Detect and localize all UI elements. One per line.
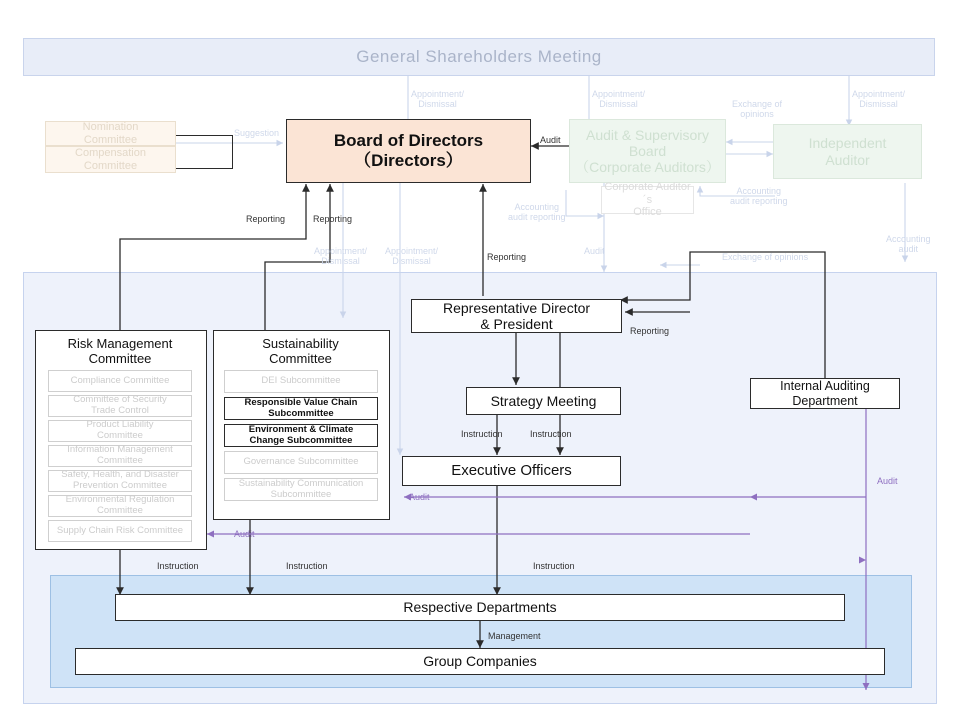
sustainability-subcommittee-label: Environment & Climate Change Subcommittee xyxy=(248,423,354,446)
edge-label-instruction-exec-right: Instruction xyxy=(530,429,572,439)
node-representative-director-president xyxy=(411,299,622,333)
node-executive-officers xyxy=(402,456,621,486)
node-compensation-committee xyxy=(45,146,176,173)
edge-label-audit-exec: Audit xyxy=(409,492,430,502)
representative-label: Representative Director & President xyxy=(442,299,591,332)
shareholders-label: General Shareholders Meeting xyxy=(356,47,602,67)
node-corporate-auditors-office xyxy=(601,181,694,219)
edge-label-reporting-left: Reporting xyxy=(246,214,286,224)
sustainability-subcommittee-list xyxy=(224,370,378,505)
edge-label-instruction-exec-left: Instruction xyxy=(461,429,503,439)
sustainability-subcommittee-item[interactable] xyxy=(224,451,378,474)
executive-label: Executive Officers xyxy=(451,462,572,480)
node-general-shareholders-meeting xyxy=(23,38,935,76)
edge-label-suggestion: Suggestion xyxy=(234,128,280,138)
risk-subcommittee-label: Environmental Regulation Committee xyxy=(65,494,175,516)
edge-label-instruction-dep-2: Instruction xyxy=(286,561,328,571)
edge-label-appt-independent: Appointment/ Dismissal xyxy=(852,89,906,110)
edge-label-reporting-left2: Reporting xyxy=(313,214,353,224)
risk-subcommittee-item[interactable] xyxy=(48,445,192,467)
sustainability-committee-title: Sustainability Committee xyxy=(262,336,339,366)
edge-label-appt-board: Appointment/ Dismissal xyxy=(411,89,465,110)
edge-label-accounting-audit-right: Accounting audit xyxy=(886,234,931,255)
group-label: Group Companies xyxy=(423,653,537,670)
risk-subcommittee-label: Safety, Health, and Disaster Prevention Committee xyxy=(61,469,179,491)
nomination-label: Nomination Committee xyxy=(82,120,139,146)
risk-subcommittee-item[interactable] xyxy=(48,370,192,392)
internal-audit-label: Internal Auditing Department xyxy=(780,379,870,408)
sustainability-subcommittee-label: DEI Subcommittee xyxy=(261,375,341,387)
edge-label-audit-risk: Audit xyxy=(234,529,255,539)
committee-link-box xyxy=(176,135,233,169)
sustainability-subcommittee-item[interactable] xyxy=(224,478,378,501)
edge-label-instruction-dep-1: Instruction xyxy=(157,561,199,571)
compensation-label: Compensation Committee xyxy=(75,146,146,172)
edge-label-audit-bod: Audit xyxy=(540,135,561,145)
risk-subcommittee-label: Supply Chain Risk Committee xyxy=(56,524,184,536)
audit-board-label: Audit & Supervisory Board （Corporate Auditors） xyxy=(575,126,720,176)
node-respective-departments xyxy=(115,594,845,621)
edge-label-audit-mid: Audit xyxy=(584,246,605,256)
risk-subcommittee-label: Committee of Security Trade Control xyxy=(73,394,167,416)
risk-subcommittee-item[interactable] xyxy=(48,470,192,492)
edge-label-instruction-dep-3: Instruction xyxy=(533,561,575,571)
edge-label-exchange-mid: Exchange of opinions xyxy=(722,252,809,262)
node-audit-supervisory-board xyxy=(569,119,726,183)
sustainability-subcommittee-label: Sustainability Communication Subcommittee xyxy=(238,477,364,500)
edge-label-appt-dismissal-1: Appointment/ Dismissal xyxy=(314,246,368,267)
auditors-office-label: Corporate Auditor´s Office xyxy=(604,181,691,219)
sustainability-subcommittee-item[interactable] xyxy=(224,370,378,393)
node-board-of-directors xyxy=(286,119,531,183)
sustainability-subcommittee-item[interactable] xyxy=(224,397,378,420)
edge-label-accounting-audit-reporting-2: Accounting audit reporting xyxy=(730,186,788,207)
node-nomination-committee xyxy=(45,121,176,146)
risk-subcommittee-label: Information Management Committee xyxy=(67,444,173,466)
risk-subcommittee-list xyxy=(48,370,192,545)
edge-label-accounting-audit-reporting-1: Accounting audit reporting xyxy=(508,202,566,223)
departments-label: Respective Departments xyxy=(403,599,557,616)
risk-subcommittee-item[interactable] xyxy=(48,520,192,542)
edge-label-reporting-center: Reporting xyxy=(487,252,527,262)
edge-label-management: Management xyxy=(488,631,541,641)
independent-auditor-label: Independent Auditor xyxy=(808,135,887,168)
strategy-label: Strategy Meeting xyxy=(490,392,597,409)
edge-label-appt-dismissal-2: Appointment/ Dismissal xyxy=(385,246,439,267)
node-internal-auditing-department xyxy=(750,378,900,409)
node-group-companies xyxy=(75,648,885,675)
node-strategy-meeting xyxy=(466,387,621,415)
board-label: Board of Directors （Directors） xyxy=(333,131,484,170)
risk-subcommittee-label: Product Liability Committee xyxy=(86,419,154,441)
risk-committee-title: Risk Management Committee xyxy=(67,336,173,366)
edge-label-audit-right: Audit xyxy=(877,476,898,486)
risk-subcommittee-label: Compliance Committee xyxy=(70,374,170,386)
edge-label-reporting-right: Reporting xyxy=(630,326,670,336)
risk-subcommittee-item[interactable] xyxy=(48,495,192,517)
risk-subcommittee-item[interactable] xyxy=(48,395,192,417)
risk-subcommittee-item[interactable] xyxy=(48,420,192,442)
sustainability-subcommittee-item[interactable] xyxy=(224,424,378,447)
edge-label-exchange-top: Exchange of opinions xyxy=(732,99,783,120)
node-independent-auditor xyxy=(773,124,922,179)
sustainability-subcommittee-label: Responsible Value Chain Subcommittee xyxy=(244,396,358,419)
sustainability-subcommittee-label: Governance Subcommittee xyxy=(243,456,359,468)
edge-label-appt-audit: Appointment/ Dismissal xyxy=(592,89,646,110)
